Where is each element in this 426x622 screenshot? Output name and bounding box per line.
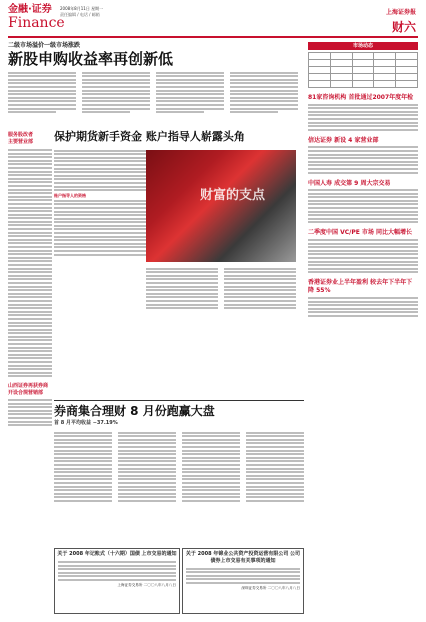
editor-line: 责任编辑 / 电话 / 邮箱 bbox=[60, 12, 100, 17]
section-cn: 金融·证券 bbox=[8, 4, 52, 15]
photo-sign-text: 财富的支点 bbox=[200, 188, 266, 203]
notice-1 bbox=[54, 548, 180, 614]
left-subhead: 账户指导人的资格 bbox=[54, 192, 86, 198]
sidebar-top-label: 市场动态 bbox=[308, 42, 418, 50]
notice-2-sign: 深圳证券交易所 二〇〇八年八月八日 bbox=[241, 585, 300, 590]
masthead-rule bbox=[8, 36, 418, 38]
top-story bbox=[8, 42, 298, 68]
left-column bbox=[8, 132, 52, 572]
page-label: 财六 bbox=[391, 20, 416, 34]
sidebar-item4: 二季度中国 VC/PE 市场 同比大幅增长 bbox=[308, 229, 413, 237]
sidebar-table bbox=[308, 52, 418, 88]
sidebar-item1: 81家咨询机构 首批通过2007年度年检 bbox=[308, 94, 414, 101]
top-story-headline: 新股申购收益率再创新低 bbox=[8, 50, 174, 68]
left-item1-title: 服务股改者 bbox=[8, 132, 34, 138]
lead-photo bbox=[146, 150, 296, 262]
notice-2-title: 关于 2008 年锦业公共资产投资运营有限公司 公司债券上市交易有关事项的通知 bbox=[185, 551, 301, 564]
lead-photo-headline: 保护期货新手资金 账户指导人崭露头角 bbox=[54, 130, 245, 143]
notice-1-title: 关于 2008 年记账式（十六期）国债 上市交易的通知 bbox=[57, 551, 177, 557]
bottom-story-subhead: 首 8 月平均收益 −37.19% bbox=[54, 420, 118, 426]
bottom-story-headline: 券商集合理财 8 月份跑赢大盘 bbox=[54, 404, 215, 418]
top-story-kicker: 二级市场溢价一级市场涨跌 bbox=[8, 42, 81, 49]
masthead bbox=[0, 0, 426, 40]
left-item2-title: 主要营业部 bbox=[8, 139, 34, 145]
paper-name: 上海证券报 bbox=[385, 9, 416, 16]
bottom-story-body bbox=[54, 430, 304, 530]
sidebar-item3: 中国人寿 成交第 9 周大宗交易 bbox=[308, 179, 391, 187]
right-sidebar bbox=[308, 42, 418, 612]
left-bottom-title: 山西证券再获券商 开设合规营销部 bbox=[8, 383, 49, 397]
top-story-body bbox=[8, 70, 298, 130]
sidebar-item2: 信达证券 新设 4 家营业部 bbox=[308, 136, 379, 144]
lead-story-body-right bbox=[146, 266, 296, 326]
mid-rule bbox=[54, 400, 304, 401]
notice-1-sign: 上海证券交易所 二〇〇八年八月八日 bbox=[117, 582, 176, 587]
lead-story-body-left bbox=[54, 148, 150, 298]
notice-2 bbox=[182, 548, 304, 614]
date-line: 2008年8月11日 星期一 bbox=[60, 6, 104, 11]
section-en: Finance bbox=[8, 15, 65, 31]
sidebar-item5: 香港证券业上半年盈利 较去年下半年下降 55% bbox=[308, 279, 413, 295]
